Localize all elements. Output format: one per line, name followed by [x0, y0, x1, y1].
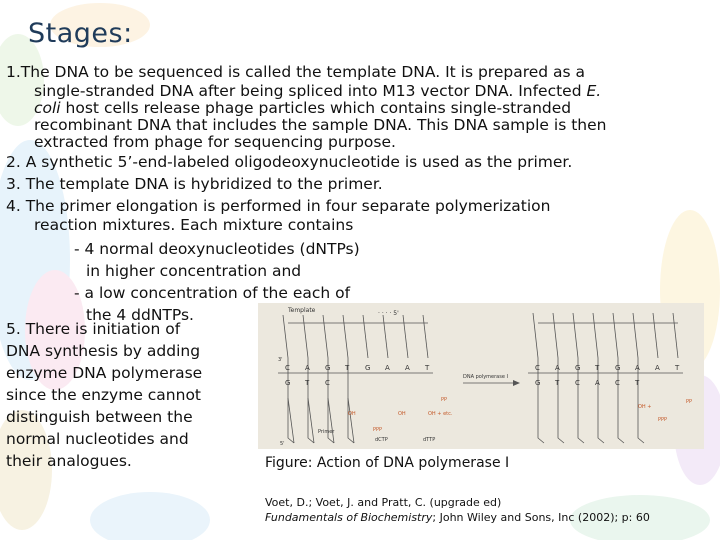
item-4-sub-2b: the 4 ddNTPs. — [86, 306, 194, 324]
slide-title: Stages: — [28, 18, 133, 49]
fig-right-strands — [528, 313, 683, 443]
fig-ppp-label: PPP — [373, 427, 383, 433]
svg-text:T: T — [425, 364, 430, 372]
item-5-line: 5. There is initiation of — [6, 320, 181, 338]
dna-polymerase-figure — [258, 303, 704, 449]
svg-text:A: A — [385, 364, 390, 372]
item-3: 3. The template DNA is hybridized to the primer. — [6, 175, 383, 193]
svg-text:A: A — [655, 364, 660, 372]
fig-oh1-label: OH — [348, 411, 356, 417]
item-2: 2. A synthetic 5’-end-labeled oligodeoxynucleotide is used as the primer. — [6, 153, 573, 171]
fig-primer-label: Primer — [318, 429, 335, 435]
fig-right-letters — [535, 364, 680, 387]
item-5-line: enzyme DNA polymerase — [6, 364, 203, 382]
item-1-line-5: extracted from phage for sequencing purpose. — [34, 133, 396, 151]
reference-line-1: Voet, D.; Voet, J. and Pratt, C. (upgrade ed) — [265, 496, 502, 509]
item-5-line: normal nucleotides and — [6, 430, 189, 448]
item-4-line-1: 4. The primer elongation is performed in four separate polymerization — [6, 197, 551, 215]
svg-text:T: T — [635, 379, 640, 387]
svg-text:G: G — [325, 364, 331, 372]
svg-text:A: A — [635, 364, 640, 372]
fig-reaction-arrow — [463, 374, 520, 386]
stages-list — [6, 61, 711, 326]
fig-3prime-label: 3' — [278, 357, 283, 363]
svg-text:G: G — [535, 379, 541, 387]
fig-oh-etc-label: OH + etc. — [428, 411, 453, 417]
fig-oh3-label: OH + — [638, 404, 652, 410]
fig-oh2-label: OH — [398, 411, 406, 417]
svg-text:T: T — [345, 364, 350, 372]
item-5 — [6, 318, 246, 472]
svg-text:T: T — [555, 379, 560, 387]
svg-text:G: G — [365, 364, 371, 372]
item-1 — [6, 61, 711, 151]
fig-ppp2-label: PPP — [658, 417, 668, 423]
fig-dna-pol-label: DNA polymerase I — [463, 374, 508, 380]
fig-5prime-label: 5' — [280, 441, 285, 447]
fig-left-strands — [278, 315, 436, 443]
item-4-sub-1b: in higher concentration and — [86, 262, 302, 280]
fig-left-letters — [285, 364, 430, 387]
figure-diagram — [258, 303, 704, 449]
item-1-line-2: single-stranded DNA after being spliced into M13 vector DNA. Infected E. — [34, 82, 602, 100]
bg-bubble — [90, 492, 210, 540]
svg-text:A: A — [595, 379, 600, 387]
item-5-line: DNA synthesis by adding — [6, 342, 201, 360]
fig-dots-top: · · · · 5' — [378, 310, 399, 317]
fig-pp-label: PP — [441, 397, 448, 403]
fig-template-label: Template — [288, 307, 316, 314]
item-4-sub-2: - a low concentration of the each of — [74, 284, 351, 302]
svg-text:A: A — [305, 364, 310, 372]
item-1-line-3: coli host cells release phage particles which contains single-stranded — [34, 99, 572, 117]
fig-pp2-label: PP — [686, 399, 693, 405]
svg-text:G: G — [615, 364, 621, 372]
fig-dctp-label: dCTP — [375, 437, 388, 443]
reference — [265, 495, 650, 525]
svg-text:T: T — [595, 364, 600, 372]
svg-text:T: T — [305, 379, 310, 387]
svg-text:C: C — [615, 379, 620, 387]
svg-text:A: A — [555, 364, 560, 372]
figure-caption: Figure: Action of DNA polymerase I — [265, 455, 510, 471]
fig-dttp-label: dTTP — [423, 437, 436, 443]
svg-text:C: C — [575, 379, 580, 387]
svg-text:C: C — [535, 364, 540, 372]
svg-text:G: G — [285, 379, 291, 387]
svg-text:T: T — [675, 364, 680, 372]
item-4-line-2: reaction mixtures. Each mixture contains — [34, 216, 354, 234]
item-5-line: distinguish between the — [6, 408, 193, 426]
item-1-line-4: recombinant DNA that includes the sample DNA. This DNA sample is then — [34, 116, 607, 134]
reference-line-2: Fundamentals of Biochemistry; John Wiley and Sons, Inc (2002); p: 60 — [265, 511, 650, 524]
item-4-sub-1: - 4 normal deoxynucleotides (dNTPs) — [74, 240, 360, 258]
svg-text:C: C — [285, 364, 290, 372]
svg-text:G: G — [575, 364, 581, 372]
svg-text:A: A — [405, 364, 410, 372]
svg-text:C: C — [325, 379, 330, 387]
item-5-line: since the enzyme cannot — [6, 386, 202, 404]
item-1-line-1: 1.The DNA to be sequenced is called the template DNA. It is prepared as a — [6, 63, 586, 81]
item-5-line: their analogues. — [6, 452, 132, 470]
